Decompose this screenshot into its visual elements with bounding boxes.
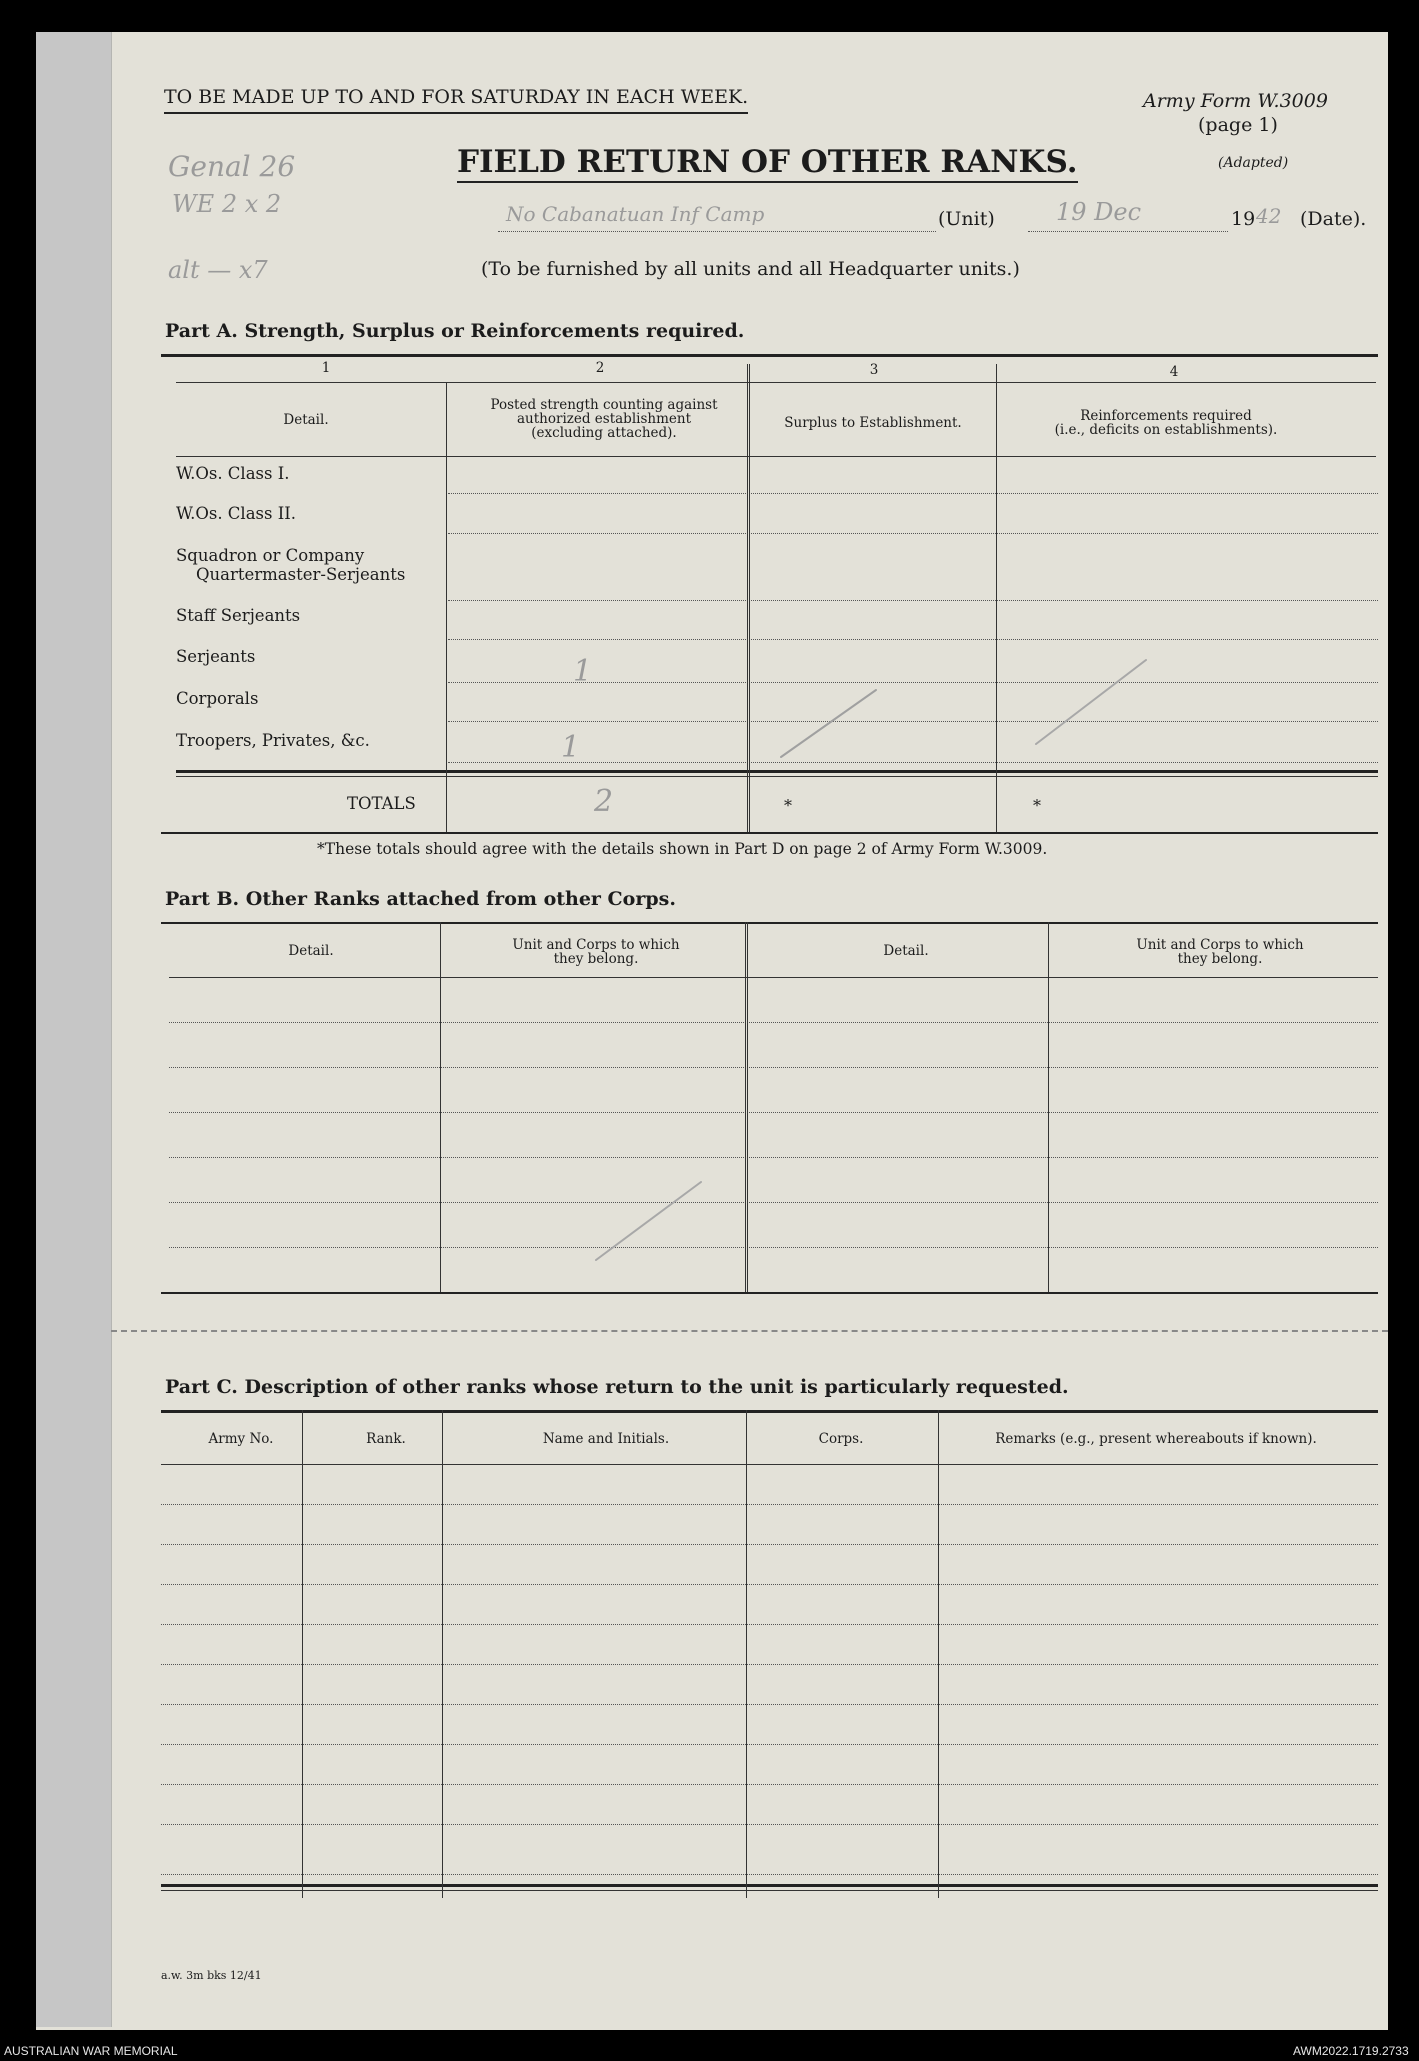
- part-a-row-corporals: Corporals: [176, 689, 259, 708]
- part-a-footnote: *These totals should agree with the details shown in Part D on page 2 of Army Form W.3009.: [317, 840, 1048, 858]
- date-value: 19 Dec: [1056, 198, 1142, 226]
- part-a-col-number-4: 4: [1169, 364, 1179, 380]
- margin-note-3: alt — x7: [168, 256, 268, 284]
- part-a-col-posted-line-3: (excluding attached).: [531, 425, 677, 441]
- part-a-surplus-asterisk: *: [784, 796, 792, 815]
- part-a-col-detail: Detail.: [283, 412, 329, 428]
- part-b-col-unit-left-line-1: Unit and Corps to which: [512, 937, 680, 953]
- part-b-col-detail-right: Detail.: [883, 943, 929, 959]
- footer-right: AWM2022.1719.2733: [1293, 2044, 1409, 2058]
- part-b-strike: [596, 1182, 701, 1260]
- part-c-col-corps: Corps.: [818, 1431, 864, 1447]
- part-b-col-unit-left-line-2: they belong.: [553, 951, 639, 967]
- footer-left: AUSTRALIAN WAR MEMORIAL: [4, 2044, 178, 2058]
- page-title: FIELD RETURN OF OTHER RANKS.: [457, 144, 1078, 183]
- unit-value: No Cabanatuan Inf Camp: [506, 202, 765, 226]
- part-c-col-remarks: Remarks (e.g., present whereabouts if known).: [995, 1431, 1317, 1447]
- form-name: Army Form W.3009: [1143, 90, 1328, 112]
- part-c-heading: Part C. Description of other ranks whose return to the unit is particularly requested.: [165, 1376, 1069, 1398]
- part-b-col-detail-left: Detail.: [288, 943, 334, 959]
- adapted-note: (Adapted): [1218, 155, 1289, 171]
- part-a-surplus-strike: [781, 690, 876, 757]
- page-ref: (page 1): [1198, 114, 1278, 136]
- part-b-col-unit-right-line-2: they belong.: [1177, 951, 1263, 967]
- part-a-row-serjeants: Serjeants: [176, 647, 256, 666]
- week-notice: TO BE MADE UP TO AND FOR SATURDAY IN EACH WEEK.: [164, 86, 748, 114]
- unit-label: (Unit): [938, 208, 995, 230]
- year-prefix: 19: [1231, 208, 1256, 230]
- part-c-col-rank: Rank.: [366, 1431, 406, 1447]
- part-c-col-name: Name and Initials.: [542, 1431, 670, 1447]
- margin-note-2: WE 2 x 2: [172, 190, 282, 218]
- margin-note-1: Genal 26: [168, 150, 296, 183]
- part-a-troopers-value: 1: [561, 730, 581, 765]
- part-b-heading: Part B. Other Ranks attached from other Corps.: [165, 888, 676, 910]
- part-a-reinforcements-asterisk: *: [1033, 796, 1041, 815]
- part-a-row-qm-serjeants-line-2: Quartermaster-Serjeants: [196, 565, 406, 584]
- form-page: [36, 32, 1388, 2030]
- part-a-col-reinforcements-line-1: Reinforcements required: [1080, 408, 1252, 424]
- part-a-row-qm-serjeants-line-1: Squadron or Company: [176, 546, 365, 565]
- part-a-row-wo-class-1: W.Os. Class I.: [176, 464, 290, 483]
- part-a-totals-value: 2: [594, 784, 614, 819]
- furnish-note: (To be furnished by all units and all Headquarter units.): [481, 258, 1020, 280]
- part-a-col-surplus: Surplus to Establishment.: [784, 415, 962, 431]
- part-a-col-reinforcements-line-2: (i.e., deficits on establishments).: [1054, 422, 1278, 438]
- part-a-col-number-2: 2: [595, 360, 605, 376]
- part-a-col-posted-line-2: authorized establishment: [517, 411, 691, 427]
- part-a-row-wo-class-2: W.Os. Class II.: [176, 504, 297, 523]
- date-label: (Date).: [1300, 208, 1367, 230]
- part-a-reinforcement-strike: [1036, 660, 1146, 744]
- year-value: 42: [1256, 204, 1282, 228]
- part-a-col-posted-line-1: Posted strength counting against: [490, 397, 718, 413]
- printer-imprint: a.w. 3m bks 12/41: [161, 1969, 262, 1982]
- part-a-serjeants-value: 1: [573, 654, 593, 689]
- part-a-col-number-1: 1: [321, 360, 331, 376]
- part-b-col-unit-right-line-1: Unit and Corps to which: [1136, 937, 1304, 953]
- part-a-heading: Part A. Strength, Surplus or Reinforcements required.: [165, 320, 745, 342]
- pencil-marks: [36, 32, 1388, 2030]
- part-a-totals-label: TOTALS: [347, 794, 416, 813]
- part-c-col-army-no: Army No.: [208, 1431, 274, 1447]
- part-a-row-staff-serjeants: Staff Serjeants: [176, 606, 301, 625]
- part-a-row-troopers: Troopers, Privates, &c.: [176, 731, 370, 750]
- part-a-col-number-3: 3: [869, 362, 879, 378]
